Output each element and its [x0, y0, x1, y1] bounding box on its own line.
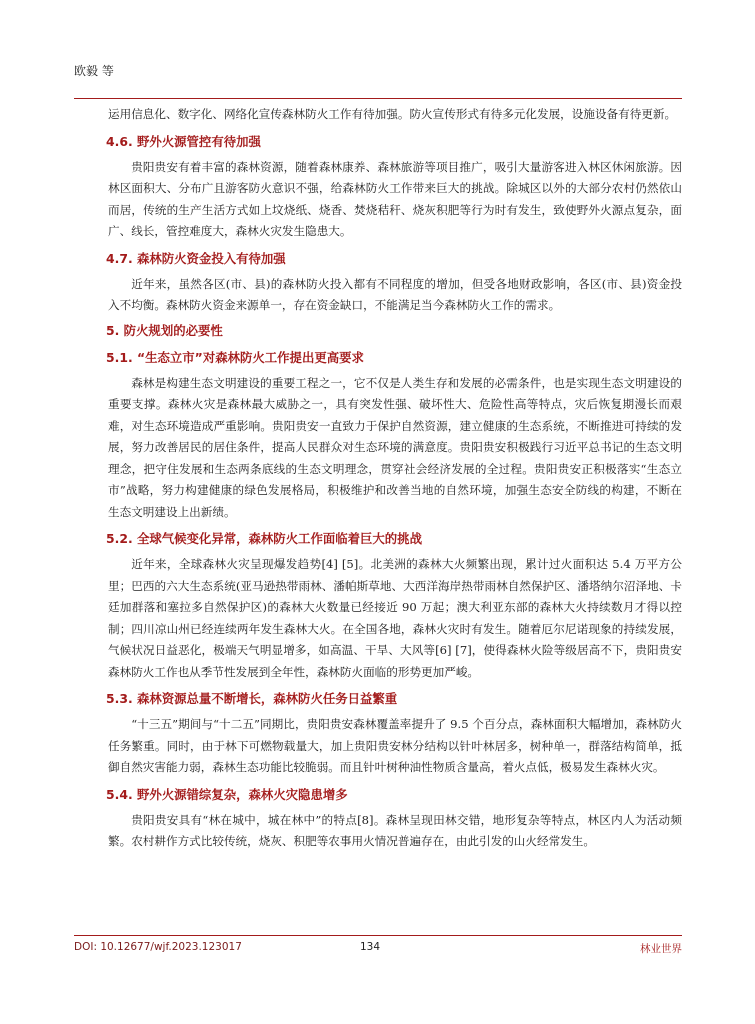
- section-heading: 5.3. 森林资源总量不断增长，森林防火任务日益繁重: [106, 691, 398, 706]
- journal-name: 林业世界: [640, 943, 682, 955]
- header-divider: [74, 98, 682, 99]
- section-heading: 4.7. 森林防火资金投入有待加强: [106, 250, 286, 266]
- section-heading: 5.4. 野外火源错综复杂，森林火灾隐患增多: [106, 786, 348, 802]
- body-paragraph: 近年来，虽然各区(市、县)的森林防火投入都有不同程度的增加，但受各地财政影响，各区(市、县)资金投入不均衡。森林防火资金来源单一，存在资金缺口，不能满足当今森林防火工作的需求。: [108, 276, 682, 312]
- body-paragraph: 贵阳贵安有着丰富的森林资源，随着森林康养、森林旅游等项目推广，吸引大量游客进入林区休闲旅游。因林区面积大、分布广且游客防火意识不强，给森林防火工作带来巨大的挑战。除城区以外的大部分农村仍然依山而居，传统的生产生活方式如上坟烧纸、烧香、焚烧秸秆、烧灰积肥等行为时有发生，致使野外火源点复杂，面广、线长，管控难度大，森林火灾发生隐患大。: [108, 159, 682, 238]
- body-paragraph: “十三五”期间与“十二五”同期比，贵阳贵安森林覆盖率提升了 9.5 个百分点，森林面积大幅增加，森林防火任务繁重。同时，由于林下可燃物载量大，加上贵阳贵安林分结构以针叶林居多，树种单一，群落结构简单，抵御自然灾害能力弱，森林生态功能比较脆弱。而且针叶树种油性物质含量高，着火点低，极易发生森林火灾。: [108, 717, 682, 774]
- body-paragraph: 运用信息化、数字化、网络化宣传森林防火工作有待加强。防火宣传形式有待多元化发展，设施设备有待更新。: [108, 107, 677, 121]
- body-paragraph: 森林是构建生态文明建设的重要工程之一，它不仅是人类生存和发展的必需条件，也是实现生态文明建设的重要支撑。森林火灾是森林最大威胁之一，具有突发性强、破坏性大、危险性高等特点，灾后恢复期漫长而艰难，对生态环境造成严重影响。贵阳贵安一直致力于保护自然资源，建立健康的生态系统，不断推进可持续的发展，努力改善居民的居住条件，提高人民群众对生态环境的满意度。贵阳贵安积极践行习近平总书记的生态文明理念，把守住发展和生态两条底线的生态文明理念，贯穿社会经济发展的全过程。贵阳贵安正积极落实“生态立市”战略，努力构建健康的绿色发展格局，积极维护和改善当地的自然环境，加强生态安全防线的构建，不断在生态文明建设上出新绩。: [108, 375, 682, 519]
- running-header-author: 欧毅 等: [74, 64, 114, 78]
- footer-divider: [74, 935, 682, 936]
- section-heading: 4.6. 野外火源管控有待加强: [106, 133, 261, 149]
- section-heading: 5. 防火规划的必要性: [106, 322, 223, 338]
- page-number: 134: [360, 941, 381, 953]
- body-paragraph: 近年来，全球森林火灾呈现爆发趋势[4] [5]。北美洲的森林大火频繁出现，累计过火面积达 5.4 万平方公里；巴西的六大生态系统(亚马逊热带雨林、潘帕斯草地、大西洋海岸热带雨林自然保护区、潘塔纳尔沼泽地、卡廷加群落和塞拉多自然保护区)的森林大火数量已经接近 90 万起；澳大利亚东部的森林大火持续数月才得以控制；四川凉山州已经连续两年发生森林大火。在全国各地，森林火灾时有发生。随着厄尔尼诺现象的持续发展，气候状况日益恶化，极端天气明显增多，如高温、干旱、大风等[6] [7]，使得森林火险等级居高不下，贵阳贵安森林防火工作也从季节性发展到全年性，森林防火面临的形势更加严峻。: [108, 557, 682, 679]
- footer-doi[interactable]: DOI: 10.12677/wjf.2023.123017: [74, 941, 242, 953]
- body-paragraph: 贵阳贵安具有“林在城中，城在林中”的特点[8]。森林呈现田林交错，地形复杂等特点，林区内人为活动频繁。农村耕作方式比较传统，烧灰、积肥等农事用火情况普遍存在，由此引发的山火经常发生。: [108, 812, 682, 848]
- section-heading: 5.1. “生态立市”对森林防火工作提出更高要求: [106, 349, 364, 365]
- section-heading: 5.2. 全球气候变化异常，森林防火工作面临着巨大的挑战: [106, 531, 422, 546]
- article-body: [108, 104, 682, 853]
